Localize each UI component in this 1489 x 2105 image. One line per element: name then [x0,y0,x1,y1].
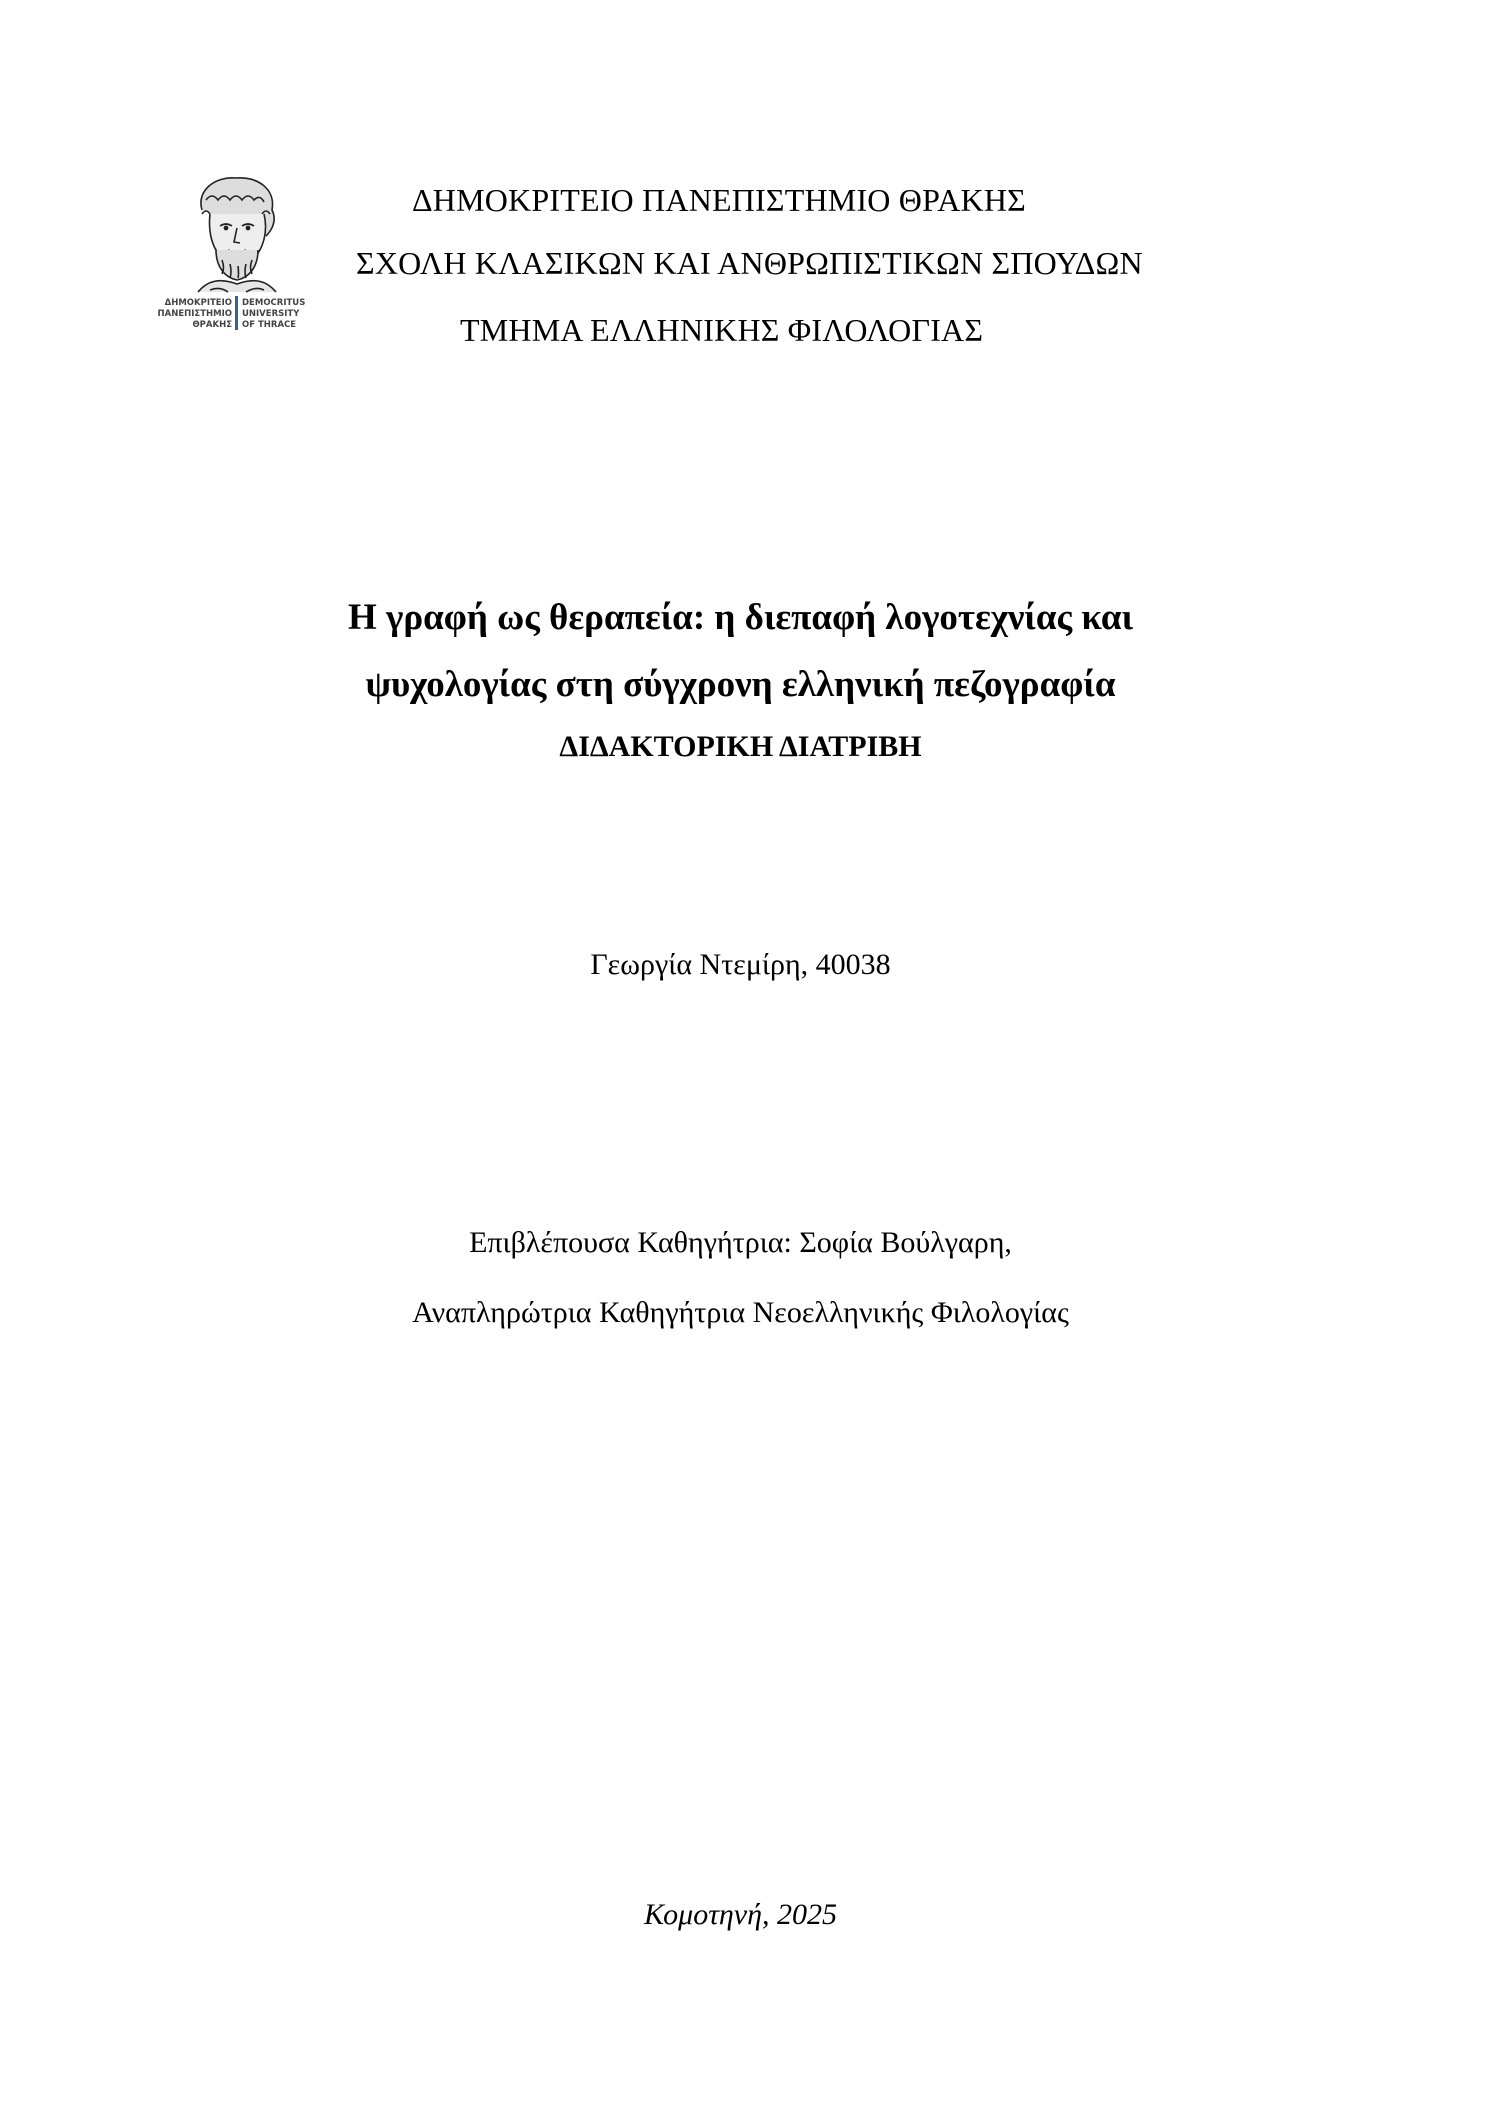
supervisor-line: Επιβλέπουσα Καθηγήτρια: Σοφία Βούλγαρη, [469,1226,1012,1259]
place-and-date: Κομοτηνή, 2025 [643,1898,838,1931]
university-logo [150,170,320,340]
thesis-title-line-1: Η γραφή ως θεραπεία: η διεπαφή λογοτεχνίας και [348,597,1133,638]
logo-text-right-1: DEMOCRITUS [242,298,306,308]
department-name: ΤΜΗΜΑ ΕΛΛΗΝΙΚΗΣ ΦΙΛΟΛΟΓΙΑΣ [460,312,984,348]
author-name: Γεωργία Ντεμίρη, 40038 [590,948,891,981]
logo-divider [235,296,238,330]
logo-text-left-2: ΠΑΝΕΠΙΣΤΗΜΙΟ [157,309,232,319]
democritus-bust-icon [198,178,276,292]
logo-text-right-2: UNIVERSITY [242,309,300,319]
thesis-title-line-2: ψυχολογίας στη σύγχρονη ελληνική πεζογραφία [365,664,1116,705]
school-name: ΣΧΟΛΗ ΚΛΑΣΙΚΩΝ ΚΑΙ ΑΝΘΡΩΠΙΣΤΙΚΩΝ ΣΠΟΥΔΩΝ [356,245,1143,281]
logo-text-left-3: ΘΡΑΚΗΣ [192,320,232,330]
university-name: ΔΗΜΟΚΡΙΤΕΙΟ ΠΑΝΕΠΙΣΤΗΜΙΟ ΘΡΑΚΗΣ [412,182,1026,218]
supervisor-title: Αναπληρώτρια Καθηγήτρια Νεοελληνικής Φιλολογίας [412,1296,1069,1329]
logo-text-right-3: OF THRACE [242,320,297,330]
document-type: ΔΙΔΑΚΤΟΡΙΚΗ ΔΙΑΤΡΙΒΗ [559,730,922,763]
logo-text-left-1: ΔΗΜΟΚΡΙΤΕΙΟ [164,298,232,308]
